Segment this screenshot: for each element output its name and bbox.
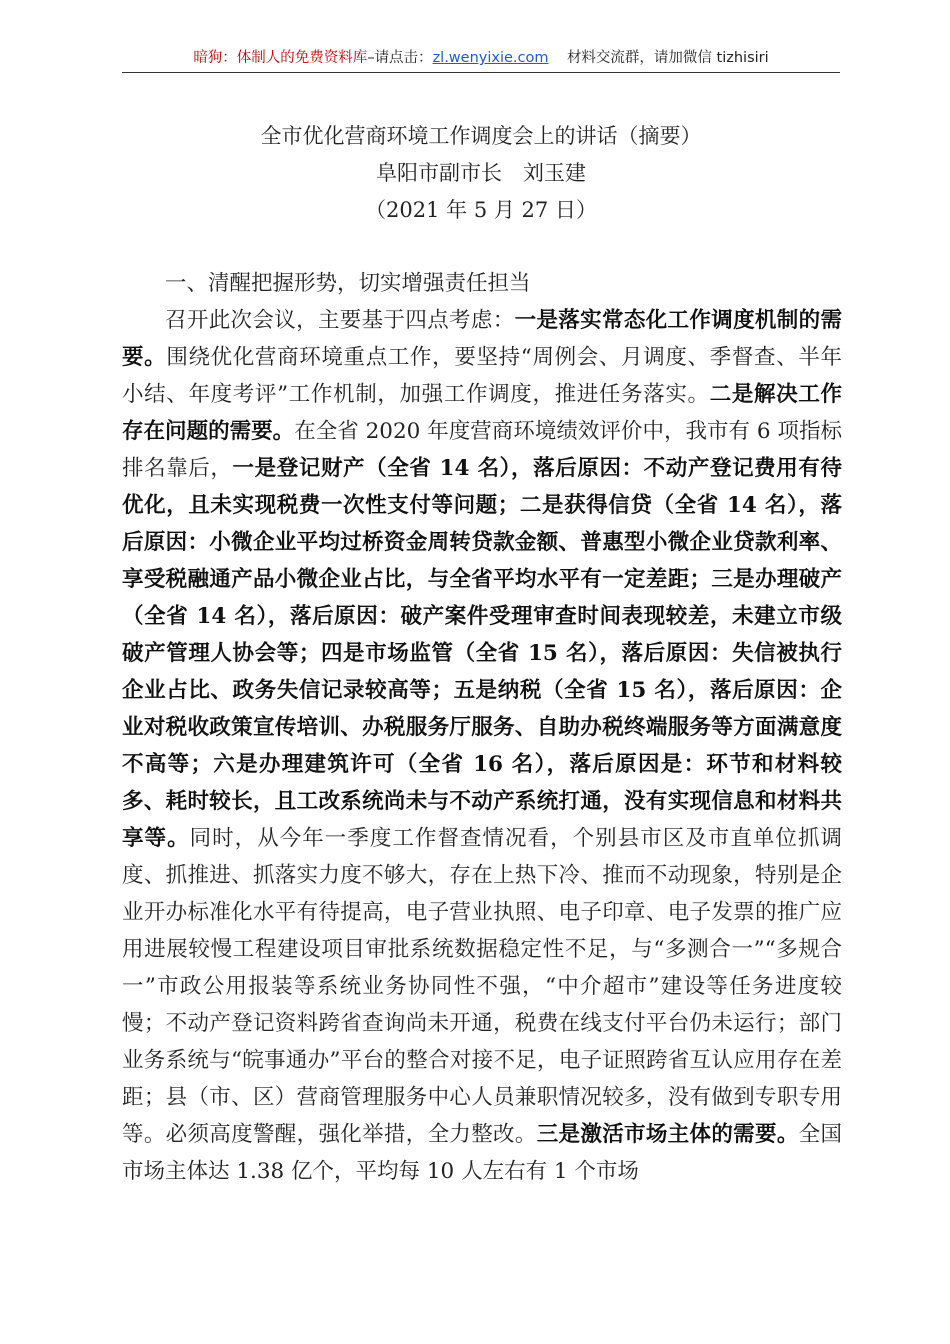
document-title: 全市优化营商环境工作调度会上的讲话（摘要） [260,124,702,148]
document-author: 阜阳市副市长 刘玉建 [376,161,586,185]
header-contact: 材料交流群，请加微信 tizhisiri [566,50,769,66]
document-body [122,265,842,1190]
header-prompt: –请点击： [367,50,433,66]
watermark-header [122,46,840,67]
header-divider [122,72,840,73]
header-link[interactable]: zl.wenyixie.com [432,50,549,66]
section-heading: 一、清醒把握形势，切实增强责任担当 [165,271,531,296]
paragraph: 召开此次会议，主要基于四点考虑：一是落实常态化工作调度机制的需要。围绕优化营商环境重点工作，要坚持“周例会、月调度、季督查、半年小结、年度考评”工作机制，加强工作调度，推进任务落实。二是解决工作存在问题的需要。在全省 2020 年度营商环境绩效评价中，我市有 6 项指标排名靠后，一是登记财产（全省 14 名），落后原因：不动产登记费用有待优化，且未实现税费一次性支付等问题；二是获得信贷（全省 14 名），落后原因：小微企业平均过桥资金周转贷款金额、普惠型小微企业贷款利率、享受税融通产品小微企业占比，与全省平均水平有一定差距；三是办理破产（全省 14 名），落后原因：破产案件受理审查时间表现较差，未建立市级破产管理人协会等；四是市场监管（全省 15 名），落后原因：失信被执行企业占比、政务失信记录较高等；五是纳税（全省 15 名），落后原因：企业对税收政策宣传培训、办税服务厅服务、自助办税终端服务等方面满意度不高等；六是办理建筑许可（全省 16 名），落后原因是：环节和材料较多、耗时较长，且工改系统尚未与不动产系统打通，没有实现信息和材料共享等。同时，从今年一季度工作督查情况看，个别县市区及市直单位抓调度、抓推进、抓落实力度不够大，存在上热下冷、推而不动现象，特别是企业开办标准化水平有待提高，电子营业执照、电子印章、电子发票的推广应用进展较慢工程建设项目审批系统数据稳定性不足，与“多测合一”“多规合一”市政公用报装等系统业务协同性不强，“中介超市”建设等任务进度较慢；不动产登记资料跨省查询尚未开通，税费在线支付平台仍未运行；部门业务系统与“皖事通办”平台的整合对接不足，电子证照跨省互认应用存在差距；县（市、区）营商管理服务中心人员兼职情况较多，没有做到专职专用等。必须高度警醒，强化举措，全力整改。三是激活市场主体的需要。全国市场主体达 1.38 亿个，平均每 10 人左右有 1 个市场 [122,308,842,1184]
document-heading [122,118,840,229]
header-brand: 暗狗：体制人的免费资料库 [193,50,368,66]
document-date: （2021 年 5 月 27 日） [365,198,597,222]
